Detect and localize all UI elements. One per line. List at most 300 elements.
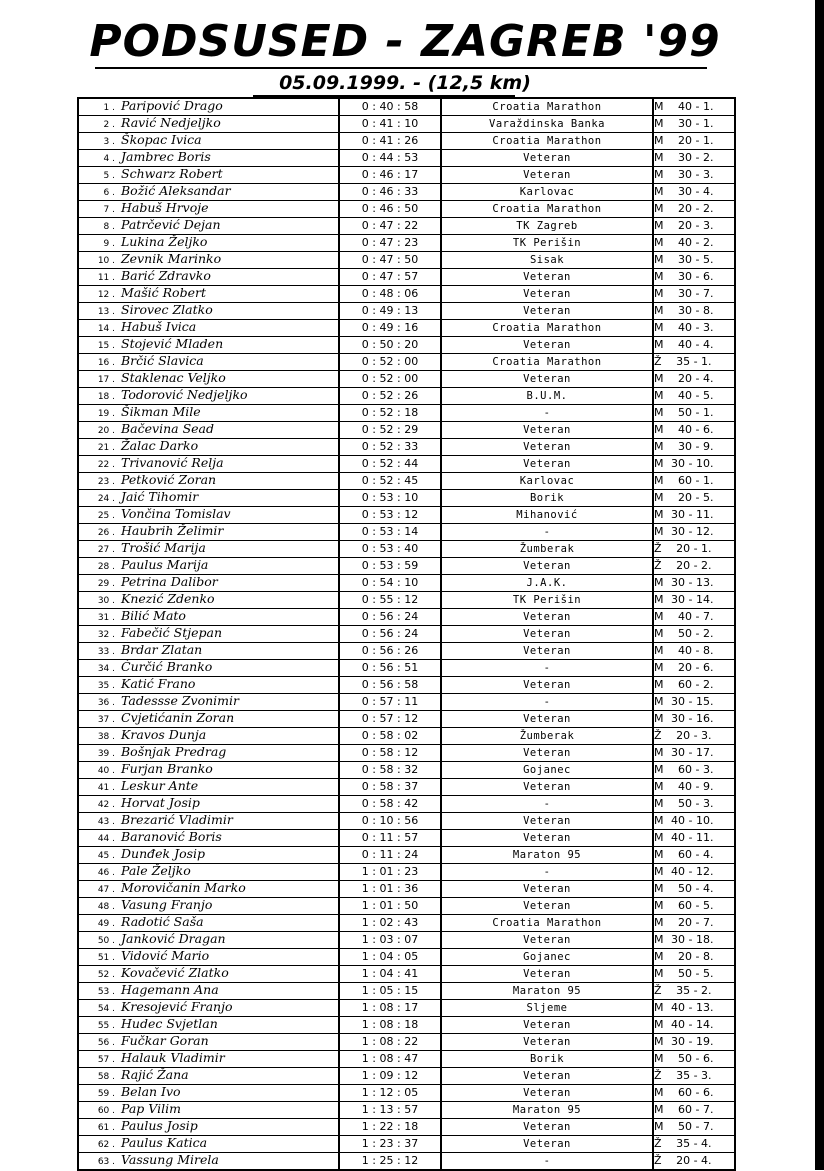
rank-number: 15 . [97,341,115,351]
finish-time: 1 : 03 : 07 [339,932,441,949]
rank-number: 16 . [97,358,115,368]
runner-name: Brdar Zlatan [121,642,203,657]
runner-cell [78,388,339,405]
runner-name: Dunđek Josip [121,846,206,861]
table-row [78,915,735,932]
club-name: Veteran [441,558,653,575]
runner-cell [78,711,339,728]
runner-cell [78,830,339,847]
scan-edge [815,0,824,1170]
runner-name: Paulus Katica [121,1135,208,1150]
table-row [78,405,735,422]
category-sex: M [654,253,664,266]
runner-cell [78,507,339,524]
runner-name: Furjan Branko [121,761,213,776]
category-sex: M [654,916,664,929]
rank-number: 38 . [97,732,115,742]
runner-name: Schwarz Robert [121,166,223,181]
club-name: Gojanec [441,949,653,966]
category-cell [653,1000,735,1017]
finish-time: 1 : 02 : 43 [339,915,441,932]
table-row [78,337,735,354]
finish-time: 0 : 56 : 24 [339,626,441,643]
runner-cell [78,133,339,150]
rank-number: 43 . [97,817,115,827]
rank-number: 42 . [97,800,115,810]
finish-time: 0 : 46 : 50 [339,201,441,218]
finish-time: 1 : 08 : 22 [339,1034,441,1051]
rank-number: 40 . [97,766,115,776]
runner-cell [78,371,339,388]
table-row [78,1034,735,1051]
category-place: 35 - 4. [676,1137,712,1150]
runner-name: Tadessse Zvonimir [121,693,239,708]
category-sex: M [654,117,664,130]
club-name: Sisak [441,252,653,269]
finish-time: 0 : 56 : 26 [339,643,441,660]
finish-time: 0 : 55 : 12 [339,592,441,609]
category-place: 20 - 5. [678,491,714,504]
runner-cell [78,269,339,286]
table-row [78,592,735,609]
category-place: 30 - 12. [671,525,714,538]
category-cell [653,490,735,507]
category-sex: Ž [654,729,662,742]
finish-time: 0 : 58 : 42 [339,796,441,813]
table-row [78,779,735,796]
runner-cell [78,1085,339,1102]
category-place: 50 - 6. [678,1052,714,1065]
category-sex: M [654,287,664,300]
table-row [78,1000,735,1017]
table-row [78,898,735,915]
category-sex: M [654,236,664,249]
finish-time: 0 : 56 : 51 [339,660,441,677]
category-sex: M [654,1001,664,1014]
rank-number: 10 . [97,256,115,266]
runner-name: Brčić Slavica [121,353,204,368]
finish-time: 0 : 52 : 18 [339,405,441,422]
finish-time: 0 : 11 : 24 [339,847,441,864]
finish-time: 1 : 08 : 17 [339,1000,441,1017]
table-row [78,1136,735,1153]
category-place: 20 - 2. [676,559,712,572]
category-place: 60 - 6. [678,1086,714,1099]
club-name: Varaždinska Banka [441,116,653,133]
finish-time: 1 : 04 : 41 [339,966,441,983]
category-sex: M [654,593,664,606]
category-place: 20 - 3. [676,729,712,742]
category-cell [653,677,735,694]
category-cell [653,422,735,439]
category-cell [653,150,735,167]
category-sex: M [654,1103,664,1116]
finish-time: 1 : 01 : 50 [339,898,441,915]
rank-number: 54 . [97,1004,115,1014]
table-row [78,966,735,983]
category-sex: M [654,661,664,674]
rank-number: 57 . [97,1055,115,1065]
runner-name: Halauk Vladimir [121,1050,225,1065]
table-row [78,762,735,779]
club-name: Veteran [441,1068,653,1085]
runner-name: Stojević Mladen [121,336,224,351]
category-cell [653,507,735,524]
rank-number: 23 . [97,477,115,487]
category-sex: M [654,491,664,504]
finish-time: 1 : 04 : 05 [339,949,441,966]
category-cell [653,966,735,983]
category-sex: Ž [654,1069,662,1082]
table-row [78,116,735,133]
category-cell [653,762,735,779]
runner-cell [78,694,339,711]
rank-number: 21 . [97,443,115,453]
runner-cell [78,1119,339,1136]
rank-number: 3 . [103,137,115,147]
rank-number: 22 . [97,460,115,470]
finish-time: 0 : 57 : 12 [339,711,441,728]
runner-name: Janković Dragan [121,931,226,946]
club-name: Žumberak [441,541,653,558]
club-name: Veteran [441,1136,653,1153]
category-place: 50 - 2. [678,627,714,640]
category-place: 30 - 4. [678,185,714,198]
category-place: 30 - 17. [671,746,714,759]
finish-time: 0 : 53 : 12 [339,507,441,524]
club-name: Croatia Marathon [441,320,653,337]
category-sex: Ž [654,542,662,555]
rank-number: 6 . [103,188,115,198]
table-row [78,881,735,898]
runner-cell [78,677,339,694]
club-name: Croatia Marathon [441,354,653,371]
runner-name: Habuš Hrvoje [121,200,209,215]
runner-cell [78,609,339,626]
category-cell [653,575,735,592]
category-sex: M [654,882,664,895]
rank-number: 13 . [97,307,115,317]
category-cell [653,847,735,864]
table-row [78,456,735,473]
category-sex: M [654,100,664,113]
category-cell [653,116,735,133]
rank-number: 37 . [97,715,115,725]
category-sex: Ž [654,1154,662,1167]
runner-name: Vončina Tomislav [121,506,231,521]
finish-time: 0 : 41 : 26 [339,133,441,150]
runner-cell [78,881,339,898]
rank-number: 2 . [103,120,115,130]
table-row [78,439,735,456]
rank-number: 39 . [97,749,115,759]
category-cell [653,524,735,541]
category-cell [653,473,735,490]
club-name: Veteran [441,303,653,320]
category-sex: M [654,372,664,385]
category-sex: M [654,780,664,793]
category-cell [653,1085,735,1102]
category-cell [653,983,735,1000]
category-sex: M [654,423,664,436]
category-place: 40 - 3. [678,321,714,334]
category-place: 30 - 10. [671,457,714,470]
runner-name: Pale Željko [121,863,191,878]
category-sex: M [654,338,664,351]
category-place: 20 - 2. [678,202,714,215]
club-name: J.A.K. [441,575,653,592]
table-row [78,388,735,405]
club-name: Croatia Marathon [441,915,653,932]
category-sex: M [654,168,664,181]
category-place: 30 - 13. [671,576,714,589]
category-place: 40 - 6. [678,423,714,436]
category-sex: M [654,270,664,283]
category-sex: M [654,440,664,453]
runner-cell [78,1051,339,1068]
runner-name: Petković Zoran [121,472,217,487]
rank-number: 48 . [97,902,115,912]
rank-number: 32 . [97,630,115,640]
table-row [78,422,735,439]
category-cell [653,303,735,320]
category-sex: Ž [654,559,662,572]
club-name: Veteran [441,626,653,643]
finish-time: 0 : 10 : 56 [339,813,441,830]
category-cell [653,1136,735,1153]
finish-time: 0 : 47 : 23 [339,235,441,252]
page-title: PODSUSED - ZAGREB '99 [89,16,721,67]
category-place: 40 - 4. [678,338,714,351]
rank-number: 24 . [97,494,115,504]
category-sex: M [654,1052,664,1065]
runner-cell [78,167,339,184]
club-name: Mihanović [441,507,653,524]
rank-number: 51 . [97,953,115,963]
category-place: 30 - 16. [671,712,714,725]
runner-cell [78,796,339,813]
category-sex: M [654,525,664,538]
club-name: Veteran [441,830,653,847]
runner-cell [78,184,339,201]
category-sex: M [654,899,664,912]
rank-number: 1 . [103,103,115,113]
runner-name: Pap Vilim [121,1101,181,1116]
category-sex: M [654,202,664,215]
runner-cell [78,728,339,745]
rank-number: 49 . [97,919,115,929]
runner-cell [78,252,339,269]
category-sex: M [654,831,664,844]
category-cell [653,98,735,116]
category-cell [653,796,735,813]
category-sex: M [654,814,664,827]
category-cell [653,1119,735,1136]
category-place: 40 - 5. [678,389,714,402]
category-cell [653,745,735,762]
rank-number: 27 . [97,545,115,555]
rank-number: 20 . [97,426,115,436]
runner-name: Fučkar Goran [121,1033,209,1048]
table-row [78,626,735,643]
finish-time: 0 : 53 : 14 [339,524,441,541]
club-name: Veteran [441,439,653,456]
rank-number: 19 . [97,409,115,419]
category-place: 30 - 15. [671,695,714,708]
runner-name: Paripović Drago [121,98,223,113]
table-row [78,575,735,592]
runner-name: Kovačević Zlatko [121,965,229,980]
finish-time: 0 : 47 : 57 [339,269,441,286]
finish-time: 0 : 52 : 00 [339,371,441,388]
club-name: Maraton 95 [441,847,653,864]
table-row [78,507,735,524]
category-sex: M [654,219,664,232]
category-sex: M [654,950,664,963]
category-place: 30 - 6. [678,270,714,283]
club-name: - [441,796,653,813]
runner-name: Bačevina Sead [121,421,214,436]
finish-time: 0 : 41 : 10 [339,116,441,133]
category-sex: M [654,1035,664,1048]
runner-cell [78,456,339,473]
category-cell [653,354,735,371]
runner-cell [78,541,339,558]
category-cell [653,915,735,932]
category-place: 20 - 1. [676,542,712,555]
runner-name: Trivanović Relja [121,455,224,470]
category-place: 30 - 18. [671,933,714,946]
table-row [78,235,735,252]
runner-cell [78,745,339,762]
category-place: 20 - 1. [678,134,714,147]
category-cell [653,269,735,286]
rank-number: 8 . [103,222,115,232]
table-row [78,371,735,388]
category-place: 30 - 14. [671,593,714,606]
results-table [77,97,736,1171]
runner-cell [78,337,339,354]
runner-name: Morovičanin Marko [121,880,246,895]
rank-number: 30 . [97,596,115,606]
rank-number: 7 . [103,205,115,215]
category-sex: M [654,865,664,878]
table-row [78,728,735,745]
runner-cell [78,762,339,779]
finish-time: 0 : 52 : 44 [339,456,441,473]
finish-time: 0 : 58 : 12 [339,745,441,762]
runner-cell [78,303,339,320]
table-row [78,269,735,286]
club-name: Veteran [441,745,653,762]
rank-number: 59 . [97,1089,115,1099]
finish-time: 0 : 58 : 32 [339,762,441,779]
club-name: Veteran [441,609,653,626]
table-row [78,711,735,728]
table-row [78,218,735,235]
club-name: Maraton 95 [441,1102,653,1119]
category-cell [653,371,735,388]
category-place: 20 - 6. [678,661,714,674]
category-cell [653,1034,735,1051]
category-place: 35 - 3. [676,1069,712,1082]
runner-cell [78,422,339,439]
table-row [78,1085,735,1102]
table-row [78,167,735,184]
table-row [78,490,735,507]
category-cell [653,813,735,830]
category-place: 50 - 7. [678,1120,714,1133]
table-row [78,473,735,490]
runner-name: Trošić Marija [121,540,206,555]
club-name: Veteran [441,711,653,728]
table-row [78,150,735,167]
club-name: Veteran [441,643,653,660]
runner-name: Mašić Robert [121,285,206,300]
runner-name: Škopac Ivica [121,132,202,147]
finish-time: 0 : 46 : 33 [339,184,441,201]
club-name: Veteran [441,1119,653,1136]
club-name: Veteran [441,422,653,439]
finish-time: 0 : 49 : 13 [339,303,441,320]
category-cell [653,1068,735,1085]
table-row [78,1051,735,1068]
runner-cell [78,473,339,490]
category-place: 30 - 9. [678,440,714,453]
category-sex: M [654,695,664,708]
club-name: TK Perišin [441,592,653,609]
table-row [78,98,735,116]
finish-time: 1 : 13 : 57 [339,1102,441,1119]
category-sex: M [654,134,664,147]
rank-number: 52 . [97,970,115,980]
rank-number: 62 . [97,1140,115,1150]
runner-cell [78,864,339,881]
category-cell [653,184,735,201]
table-row [78,660,735,677]
category-sex: M [654,763,664,776]
runner-name: Šikman Mile [121,404,201,419]
table-row [78,813,735,830]
runner-cell [78,1068,339,1085]
table-row [78,949,735,966]
finish-time: 0 : 57 : 11 [339,694,441,711]
category-place: 60 - 2. [678,678,714,691]
category-place: 40 - 9. [678,780,714,793]
table-row [78,932,735,949]
club-name: Croatia Marathon [441,201,653,218]
finish-time: 0 : 49 : 16 [339,320,441,337]
runner-name: Paulus Marija [121,557,209,572]
finish-time: 1 : 25 : 12 [339,1153,441,1171]
rank-number: 9 . [103,239,115,249]
runner-cell [78,660,339,677]
runner-cell [78,1034,339,1051]
runner-cell [78,98,339,116]
club-name: Veteran [441,898,653,915]
category-sex: M [654,185,664,198]
runner-cell [78,983,339,1000]
finish-time: 1 : 05 : 15 [339,983,441,1000]
club-name: Karlovac [441,473,653,490]
category-cell [653,881,735,898]
category-cell [653,286,735,303]
category-cell [653,592,735,609]
finish-time: 0 : 47 : 50 [339,252,441,269]
club-name: - [441,1153,653,1171]
finish-time: 0 : 50 : 20 [339,337,441,354]
table-row [78,558,735,575]
